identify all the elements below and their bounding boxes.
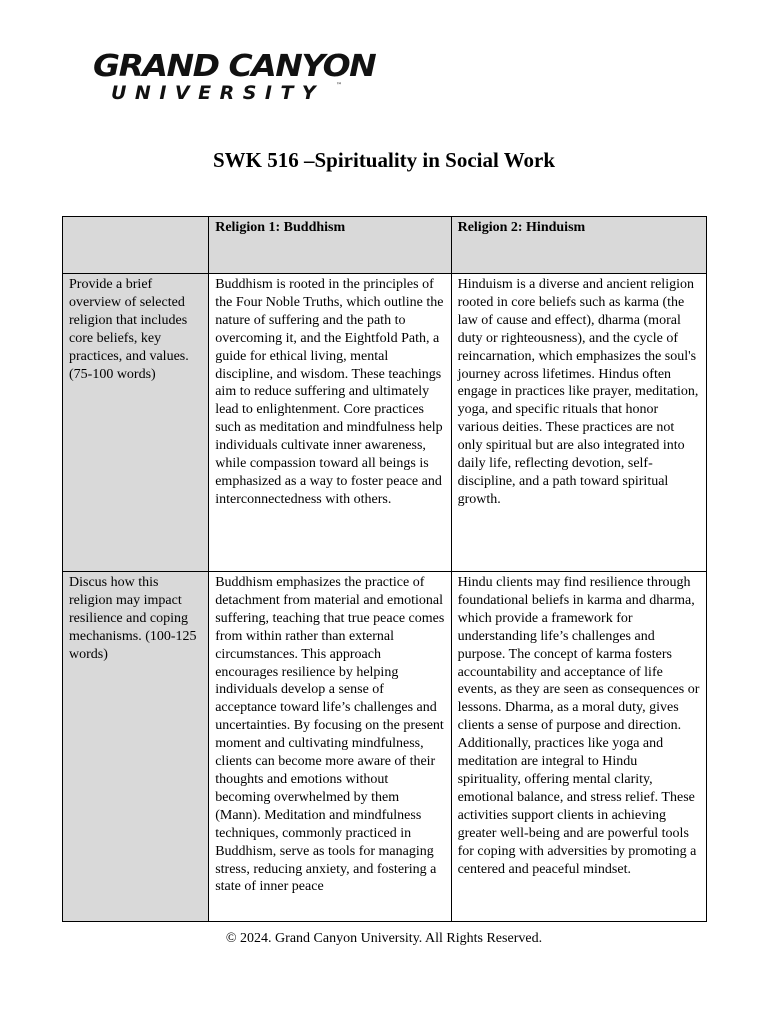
- buddhism-resilience-cell: Buddhism emphasizes the practice of detachment from material and emotional suffering, teaching that true peace comes from within rather than external circumstances. This approach encourages resilience by helping individuals develop a sense of acceptance toward life’s challenges and uncertainties. By focusing on the present moment and cultivating mindfulness, clients can become more aware of their thoughts and emotions without becoming overwhelmed by them (Mann). Meditation and mindfulness techniques, commonly practiced in Buddhism, serve as tools for managing stress, reducing anxiety, and fostering a state of inner peace: [209, 572, 451, 922]
- hinduism-resilience-cell: Hindu clients may find resilience through foundational beliefs in karma and dharma, which provide a framework for understanding life’s challenges and purpose. The concept of karma fosters accountability and acceptance of life events, as they are seen as consequences or lessons. Dharma, as a moral duty, gives clients a sense of purpose and direction. Additionally, practices like yoga and meditation are integral to Hindu spirituality, offering mental clarity, emotional balance, and stress relief. These activities support clients in achieving greater well-being and are powerful tools for coping with adversities by promoting a centered and peaceful mindset.: [451, 572, 706, 922]
- table-header-row: [63, 217, 707, 274]
- table-row: [63, 274, 707, 572]
- university-logo: [93, 47, 376, 108]
- header-cell-blank: [63, 217, 209, 274]
- copyright-footer: © 2024. Grand Canyon University. All Rights Reserved.: [225, 931, 543, 946]
- logo-line-1: GRAND CANYON: [93, 47, 376, 84]
- logo-trademark: ™: [336, 82, 342, 89]
- header-cell-religion-2: Religion 2: Hinduism: [451, 217, 706, 274]
- hinduism-overview-cell: Hinduism is a diverse and ancient religion rooted in core beliefs such as karma (the law of cause and effect), dharma (moral duty or righteousness), and the cycle of reincarnation, which emphasizes the soul's journey across lifetimes. Hindus often engage in practices like prayer, meditation, yoga, and specific rituals that honor various deities. These practices are not only spiritual but are also integrated into daily life, reflecting devotion, self-discipline, and a path toward spiritual growth.: [451, 274, 706, 572]
- header-cell-religion-1: Religion 1: Buddhism: [209, 217, 451, 274]
- religion-comparison-table: [62, 216, 707, 922]
- row-prompt-overview: Provide a brief overview of selected religion that includes core beliefs, key practices, and values. (75-100 words): [63, 274, 209, 572]
- row-prompt-resilience: Discus how this religion may impact resilience and coping mechanisms. (100-125 words): [63, 572, 209, 922]
- document-title: SWK 516 –Spirituality in Social Work: [212, 148, 556, 172]
- logo-line-2: UNIVERSITY: [111, 82, 325, 104]
- buddhism-overview-cell: Buddhism is rooted in the principles of the Four Noble Truths, which outline the nature of suffering and the path to overcoming it, and the Eightfold Path, a guide for ethical living, mental discipline, and wisdom. These teachings aim to reduce suffering and ultimately lead to enlightenment. Core practices such as meditation and mindfulness help individuals cultivate inner awareness, while compassion toward all beings is emphasized as a way to foster peace and interconnectedness with others.: [209, 274, 451, 572]
- table-row: [63, 572, 707, 922]
